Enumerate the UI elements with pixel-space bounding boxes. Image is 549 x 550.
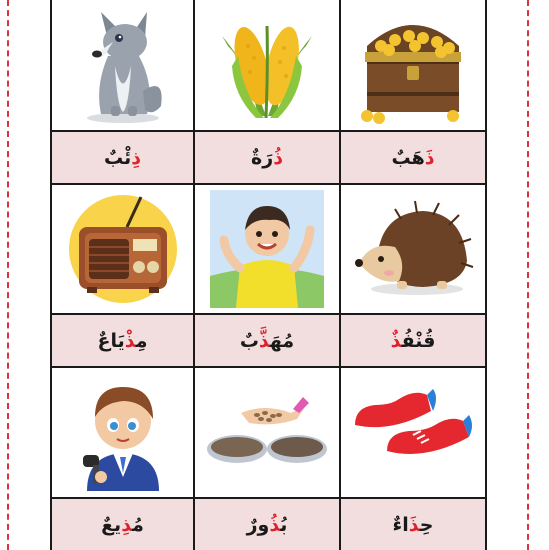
boy-image <box>195 185 339 313</box>
word-label-budhur <box>195 499 339 550</box>
highlighted-letter: ذِ <box>121 513 133 536</box>
word-grid <box>50 0 487 550</box>
word-prefix: قُنْفُ <box>401 329 436 352</box>
seeds-image <box>195 368 339 497</box>
word-text <box>393 514 434 536</box>
highlighted-letter: ذِ <box>131 146 142 169</box>
word-suffix: ئْبٌ <box>104 146 132 169</box>
word-text <box>104 147 141 169</box>
highlighted-letter: ذٌ <box>390 329 402 352</box>
highlighted-letter: ذْ <box>124 329 136 352</box>
highlighted-letter: ذُ <box>273 146 283 169</box>
word-text <box>251 147 283 169</box>
word-text <box>391 147 434 169</box>
word-prefix: بُ <box>280 513 288 536</box>
corn-image <box>195 0 339 130</box>
word-label-dhahab <box>341 132 485 183</box>
word-suffix: هَبٌ <box>391 146 425 169</box>
word-prefix: مُهَ <box>269 329 295 352</box>
news-anchor-image <box>52 368 193 497</box>
word-label-mudhi <box>52 499 193 550</box>
shoes-image <box>341 368 485 497</box>
word-label-qunfudh <box>341 315 485 366</box>
word-suffix: يَاعٌ <box>97 329 125 352</box>
word-suffix: رَةٌ <box>251 146 274 169</box>
word-suffix: ورٌ <box>246 513 270 536</box>
word-prefix: حِ <box>419 513 434 536</box>
word-text <box>247 514 288 536</box>
word-label-midhya <box>52 315 193 366</box>
word-label-muhadhab <box>195 315 339 366</box>
right-dashed-border <box>527 0 529 550</box>
left-dashed-border <box>7 0 9 550</box>
word-label-dhura <box>195 132 339 183</box>
word-suffix: يعٌ <box>101 513 122 536</box>
word-text <box>391 330 436 352</box>
word-prefix: مُ <box>132 513 144 536</box>
word-text <box>101 514 144 536</box>
radio-image <box>52 185 193 313</box>
word-label-hidha <box>341 499 485 550</box>
highlighted-letter: ذَ <box>408 513 420 536</box>
hedgehog-image <box>341 185 485 313</box>
word-prefix: مِ <box>135 329 148 352</box>
highlighted-letter: ذَّ <box>258 329 270 352</box>
gold-treasure-image <box>341 0 485 130</box>
highlighted-letter: ذُ <box>269 513 281 536</box>
word-suffix: بٌ <box>239 329 259 352</box>
word-label-dhib <box>52 132 193 183</box>
word-text <box>98 330 148 352</box>
word-suffix: اءٌ <box>392 513 409 536</box>
highlighted-letter: ذَ <box>424 146 435 169</box>
wolf-image <box>52 0 193 130</box>
word-text <box>240 330 294 352</box>
